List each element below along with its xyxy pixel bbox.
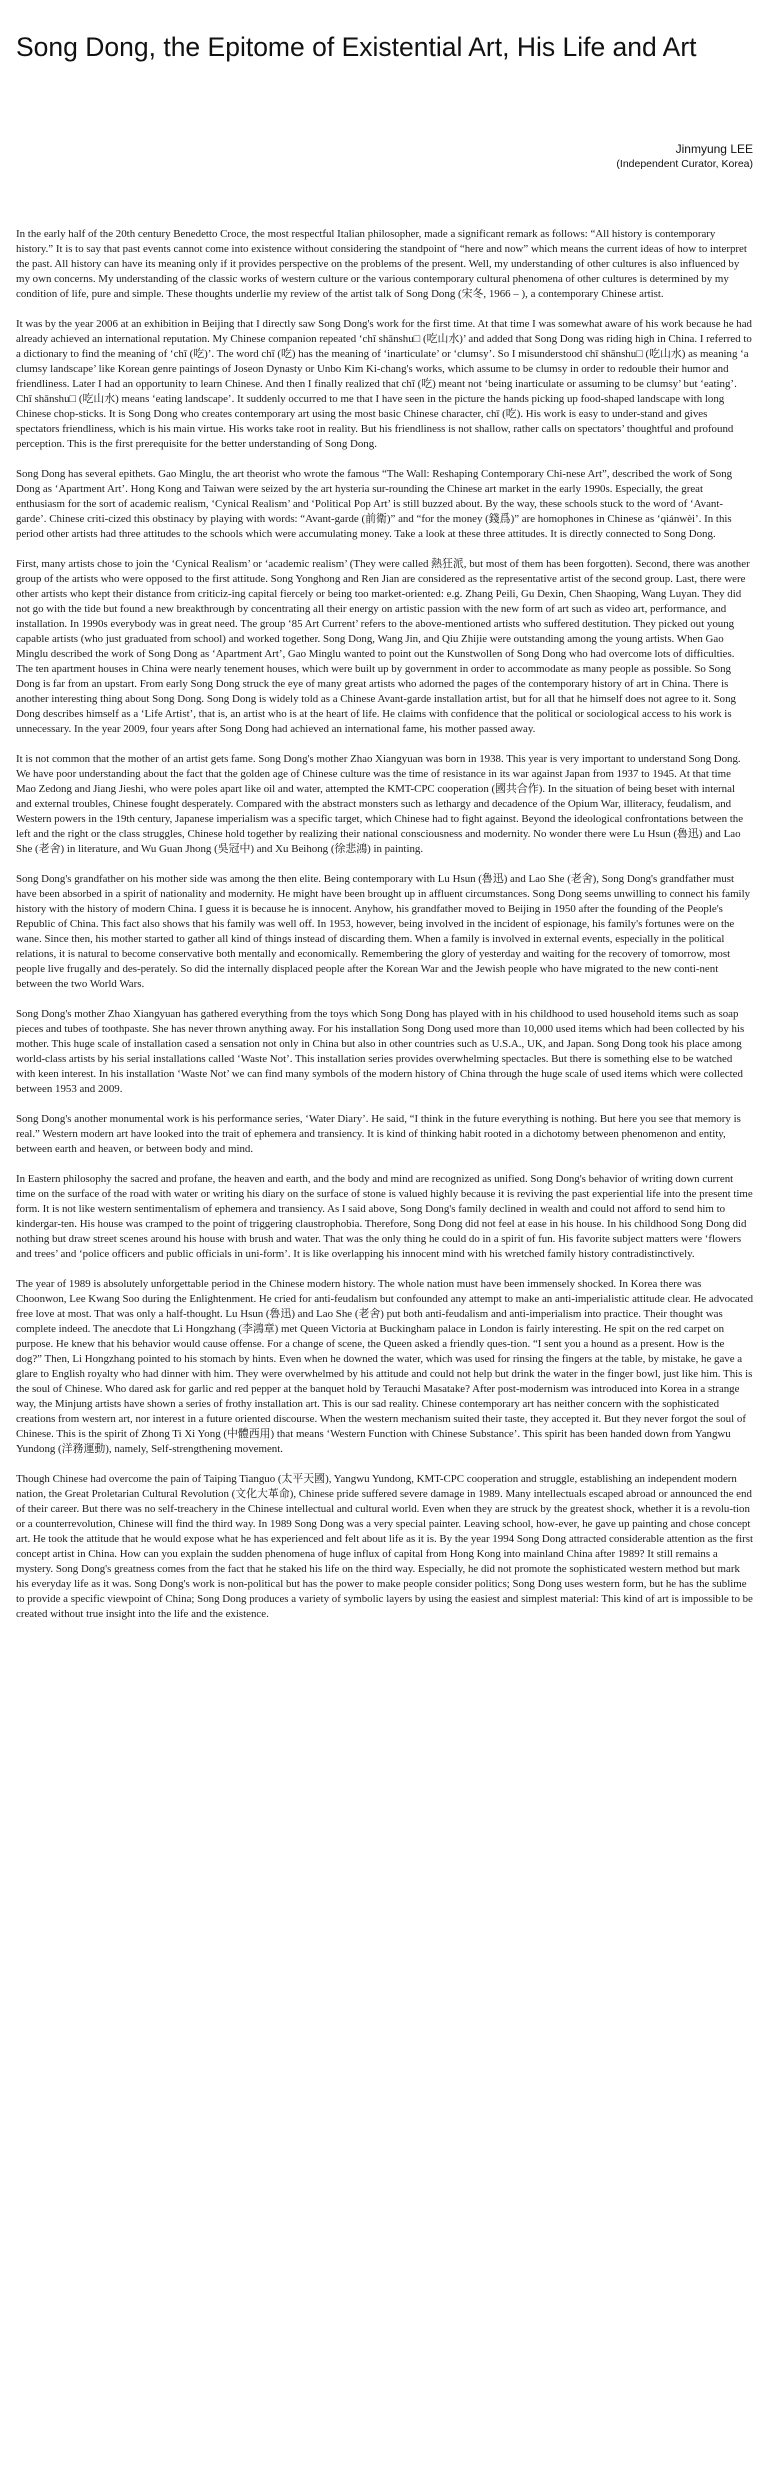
paragraph-6: Song Dong's grandfather on his mother side was among the then elite. Being contemporary with Lu Hsun (魯迅) and Lao She (老舍), Song Dong's grandfather must have been absorbed in a spirit of nationality and modernity. He might have been brought up in affluent circumstances. Song Dong seems unwilling to connect his family history with the history of modern China. I guess it is because he is innocent. Anyhow, his grandfather moved to Beijing in 1950 after the founding of the People's Republic of China. This fact also shows that his family was well off. In 1953, however, being involved in the incident of espionage, his family's fortunes were on the wane. Since then, his mother started to gather all kind of things instead of discarding them. When a family is involved in external events, especially in the political relations, it is natural to become conservative both mentally and economically. Remembering the glory of yesterday and waiting for the recovery of tomorrow, most people live frugally and des-perately. So did the internally displaced people after the Korean War and the Jewish people who have migrated to the new conti-nent between the two World Wars. [16,872,751,990]
page-title: Song Dong, the Epitome of Existential Art, His Life and Art [16,32,697,62]
paragraph-7: Song Dong's mother Zhao Xiangyuan has gathered everything from the toys which Song Dong has played with in his childhood to used household items such as soap pieces and tubes of toothpaste. She has never thrown anything away. For his installation Song Dong used more than 10,000 used items which had been collected by his mother. This huge scale of installation cased a sensation not only in China but also in other countries such as U.S.A., UK, and Japan. Song Dong took his place among world-class artists by his serial installations called ‘Waste Not’. This installation series provides overwhelming spectacles. But there is something else to be watched with keen interest. In his installation ‘Waste Not’ we can find many symbols of the modern history of China through the huge scale of used items which were collected between 1953 and 2009. [16,1007,745,1095]
paragraph-2: It was by the year 2006 at an exhibition in Beijing that I directly saw Song Dong's work for the first time. At that time I was somewhat aware of his work because he had already achieved an international reputation. My Chinese companion repeated ‘chī shānshu□ (吃山水)’ and added that Song Dong was riding high in China. I referred to a dictionary to find the meaning of ‘chī (吃)’. The word chī (吃) has the meaning of ‘inarticulate’ or ‘clumsy’. So I misunderstood chī shānshu□ (吃山水) as meaning ‘a clumsy landscape’ like Korean genre paintings of Joseon Dynasty or Unbo Kim Ki-chang's works, which assume to be clumsy in order to redouble their humor and friendliness. Later I had an opportunity to learn Chinese. And then I finally realized that chī (吃) meant not ‘being inarticulate or assuming to be clumsy’ but ‘eating’. Chī shānshu□ (吃山水) means ‘eating landscape’. It suddenly occurred to me that I have seen in the picture the hands picking up food-shaped landscape with long Chinese chop-sticks. It is Song Dong who creates contemporary art using the most basic Chinese character, chī (吃). His work is easy to under-stand and gives spectators friendliness, which is his main virtue. His works take root in reality. But his friendliness is not shallow, rather calls on spectators’ thoughtful and profound perception. This is the first prerequisite for the better understanding of Song Dong. [16,317,752,450]
paragraph-1: In the early half of the 20th century Benedetto Croce, the most respectful Italian philosopher, made a significant remark as follows: “All history is contemporary history.” It is to say that past events cannot come into existence without considering the standpoint of “here and now” which means the current ideas of how to interpret the past. All history can have its meaning only if it provides perspective on the problems of the present. Well, my understanding of other cultures is also influenced by my own concerns. My understanding of the classic works of western culture or the various contemporary cultural phenomena of other cultures is determined by my condition of life, pure and simple. These thoughts underlie my review of the artist talk of Song Dong (宋冬, 1966 – ), a contemporary Chinese artist. [16,227,747,300]
author-name: Jinmyung LEE [675,141,753,156]
paragraph-9: In Eastern philosophy the sacred and profane, the heaven and earth, and the body and mind are recognized as unified. Song Dong's behavior of writing down current time on the surface of the road with water or writing his diary on the surface of stone is valued highly because it is reviving the past experiential life into the present time form. It is not like western sentimentalism of ephemera and transiency. As I said above, Song Dong's family declined in wealth and could not afford to send him to kindergar-ten. His house was cramped to the point of triggering claustrophobia. Therefore, Song Dong did not feel at ease in his house. In his childhood Song Dong did nothing but draw street scenes around his house with brush and water. That was the only thing he could do in a spirit of fun. His favorite subject matters were ‘flowers and trees’ and ‘police officers and public officials in uni-form’. It is like overlapping his innocent mind with his wretched family history contradistinctively. [16,1172,753,1260]
paragraph-11: Though Chinese had overcome the pain of Taiping Tianguo (太平天國), Yangwu Yundong, KMT-CPC cooperation and struggle, establishing an independent modern nation, the Great Proletarian Cultural Revolution (文化大革命), Chinese pride suffered severe damage in 1989. Many intellectuals escaped abroad or announced the end of their career. But there was no self-treachery in the Chinese intellectual and cultural world. Even when they are struck by the greatest shock, whether it is a revolu-tion or a counterrevolution, Chinese will find the third way. In 1989 Song Dong was a very special painter. Leaving school, how-ever, he gave up painting and chose concept art. He took the attitude that he would expose what he has experienced and felt about life as it is. By the year 1994 Song Dong attracted considerable attention as the first concept artist in China. How can you explain the sudden phenomena of huge influx of capital from Hong Kong into mainland China after 1989? It still remains a mystery. Song Dong's greatness comes from the fact that he staked his life on the third way. Especially, he did not promote the sophisticated western method but mark his everyday life as it was. Song Dong's work is non-political but has the power to make people consider politics; Song Dong uses western form, but he has the sublime to provide a specific viewpoint of China; Song Dong produces a variety of symbolic layers by using the easiest and simplest material: This kind of art is impossible to be created without true insight into the life and the existence. [16,1472,754,1620]
paragraph-10: The year of 1989 is absolutely unforgettable period in the Chinese modern history. The whole nation must have been immensely shocked. In Korea there was Choonwon, Lee Kwang Soo during the Enlightenment. He cried for anti-feudalism but confounded any attempt to make an anti-imperialistic attitude clear. He advocated free love at most. That was only a half-thought. Lu Hsun (魯迅) and Lao She (老舍) put both anti-feudalism and anti-imperialism into practice. Their thought was complete indeed. The anecdote that Li Hongzhang (李鴻章) met Queen Victoria at Buckingham palace in London is fairly interesting. He spit on the red carpet on purpose. He knew that his behavior would cause offense. For a change of scene, the Queen asked a friendly ques-tion. “I sent you a hound as a present. How is the dog?” Then, Li Hongzhang pointed to his stomach by hints. Even when he downed the water, which was used for rinsing the fingers at the table, by mistake, he gave a glare to English royalty who had dinner with him. They were overwhelmed by his attitude and could not help but drink the water in the finger bowl, just like him. This is the soul of Chinese. Who dared ask for garlic and red pepper at the banquet hold by Terauchi Masatake? After post-modernism was introduced into Korea in a strange way, the Minjung artists have shown a series of frothy installation art. This is our sad reality. Chinese contemporary art has neither concern with the sophisticated creations from western art, nor interest in a future oriented discourse. When the western mechanism suited their taste, they accepted it. But they never forgot the soul of Chinese. This is the spirit of Zhong Ti Xi Yong (中體西用) that means ‘Western Function with Chinese Substance’. This spirit has been handed down from Yangwu Yundong (洋務運動), namely, Self-strengthening movement. [16,1277,754,1455]
paragraph-4: First, many artists chose to join the ‘Cynical Realism’ or ‘academic realism’ (They were called 熱狂派, but most of them has been forgotten). Second, there was another group of the artists who were opposed to the first attitude. Song Yonghong and Ren Jian are considered as the representative artist of the second group. Last, there were other artists who kept their distance from criticiz-ing capital fiercely or being too market-oriented: e.g. Zhang Peili, Gu Dexin, Chen Shaoping, Wang Luyan. They did not go with the tide but found a new breakthrough by concentrating all their energy on artistic passion with the new form of art such as video art, performance, and installation. In 1990s everybody was in great need. The group ‘85 Art Current’ refers to the above-mentioned artists who suffered destitution. They picked out young capable artists (who just graduated from school) and worked together. Song Dong, Wang Jin, and Qiu Zhijie were outstanding among the young artists. When Gao Minglu described the work of Song Dong as ‘Apartment Art’, Gao Minglu wanted to point out the Kunstwollen of Song Dong who had overcome lots of difficulties. The ten apartment houses in China were nearly tenement houses, which were built up by government in order to accommodate as many people as possible. So Song Dong is far from an upstart. From early Song Dong struck the eye of many great artists who adorned the pages of the contemporary history of art in China. There is another interesting thing about Song Dong. Song Dong is widely told as a Chinese Avant-garde installation artist, but for all that he himself does not agree to it. Song Dong describes himself as a ‘Life Artist’, that is, an artist who is at the heart of life. He claims with confidence that the political or sociological access to his work is unnecessary. In the year 2009, four years after Song Dong had achieved an international fame, his mother passed away. [16,557,750,735]
byline [16,142,753,171]
paragraph-8: Song Dong's another monumental work is his performance series, ‘Water Diary’. He said, “I think in the future everything is nothing. But here you see that memory is real.” Western modern art have looked into the trait of ephemera and transiency. It is kind of thinking habit rooted in a dichotomy between phenomenon and entity, between earth and heaven, or between body and mind. [16,1112,741,1155]
author-affiliation: (Independent Curator, Korea) [616,157,753,170]
paragraph-3: Song Dong has several epithets. Gao Minglu, the art theorist who wrote the famous “The Wall: Reshaping Contemporary Chi-nese Art”, described the work of Song Dong as ‘Apartment Art’. Hong Kong and Taiwan were seized by the art hysteria sur-rounding the Chinese art market in the early 1990s. Especially, the great enthusiasm for the sort of academic realism, ‘Cynical Realism’ and ‘Political Pop Art’ is still buzzed about. By the way, these schools stuck to the word of ‘Avant-garde’. Chinese criti-cized this obstinacy by playing with words: “Avant-garde (前衛)” and “for the money (錢爲)” are homophones in Chinese as ‘qiánwèi’. In this period other artists had three attitudes to the schools which were accumulating money. Take a look at these three attitudes. It is directly connected to Song Dong. [16,467,733,540]
paragraph-5: It is not common that the mother of an artist gets fame. Song Dong's mother Zhao Xiangyuan was born in 1938. This year is very important to understand Song Dong. We have poor understanding about the fact that the golden age of Chinese culture was the time of resistance in its war against Japan from 1937 to 1945. At that time Mao Zedong and Jiang Jieshi, who were poles apart like oil and water, attempted the KMT-CPC cooperation (國共合作). In the situation of being beset with internal and external troubles, Chinese fought desperately. Compared with the abstract monsters such as lethargy and decadence of the Opium War, illiteracy, feudalism, and Western powers in the 19th century, Japanese imperialism was a specific target, which Chinese had to fight against. Beyond the ideological confrontations between the left and the right or the class struggles, Chinese hold together by realizing their national consciousness and modernity. No wonder there were Lu Hsun (魯迅) and Lao She (老舍) in literature, and Wu Guan Jhong (吳冠中) and Xu Beihong (徐悲鴻) in painting. [16,752,744,855]
article-body [16,227,753,1622]
